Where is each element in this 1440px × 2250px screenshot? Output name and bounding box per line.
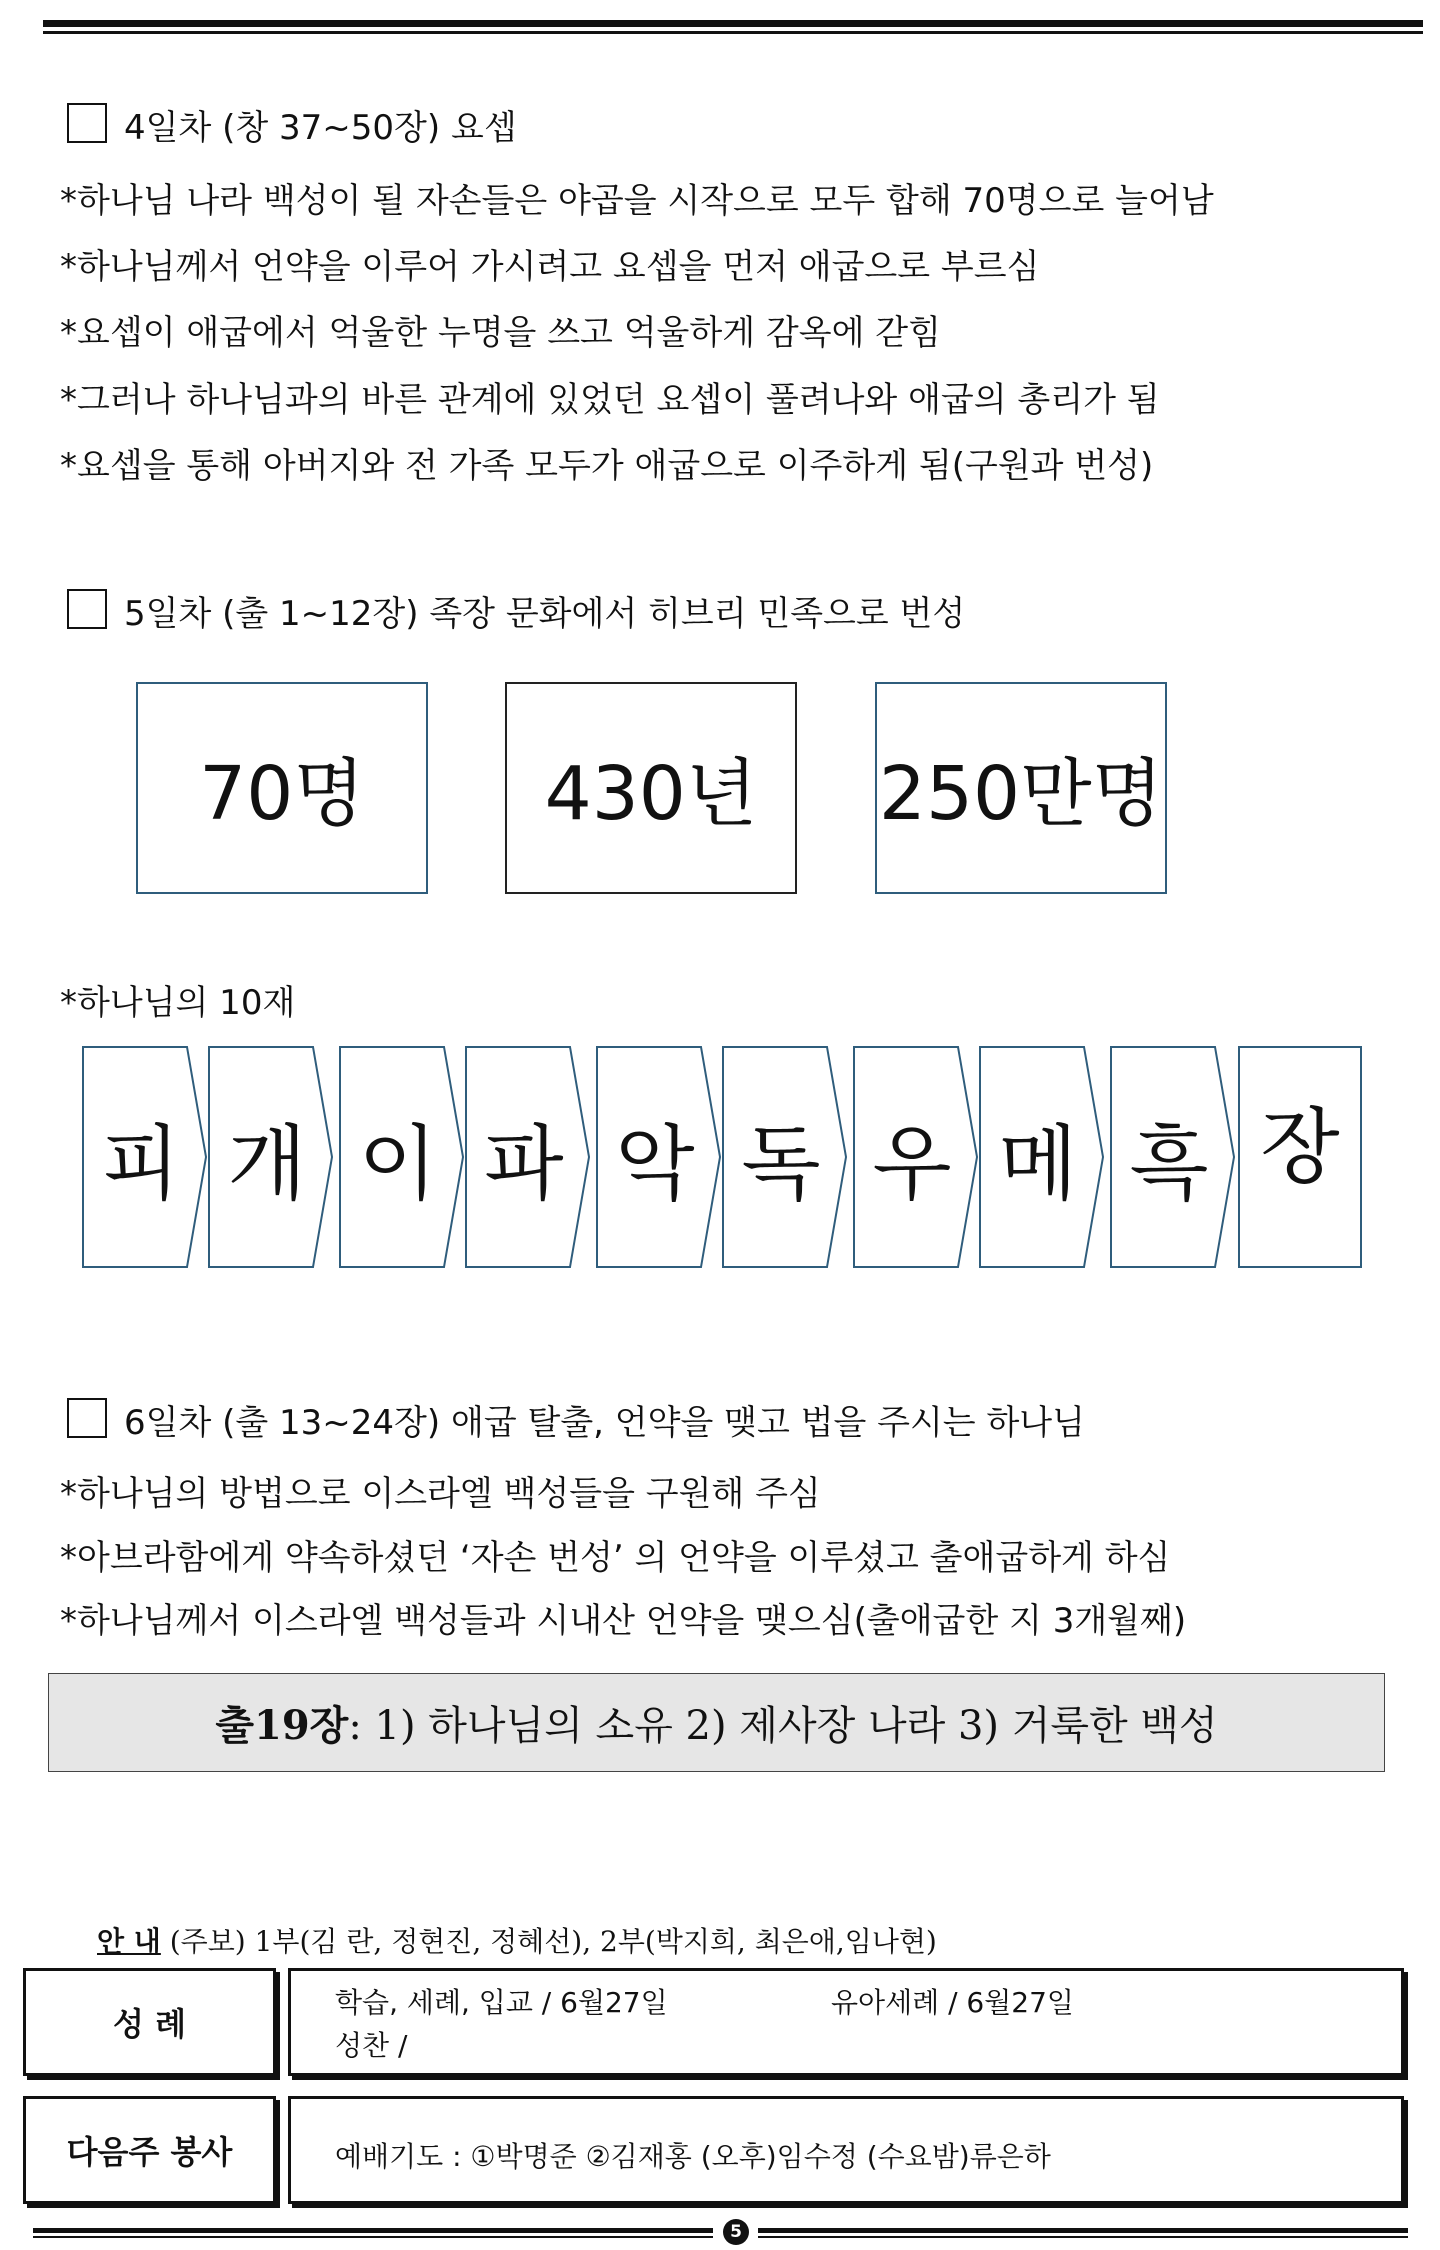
- exodus19-label: 출19장: [215, 1702, 349, 1749]
- bottom-rule-right-thin: [758, 2236, 1408, 2238]
- exodus19-summary-box: [48, 1673, 1385, 1772]
- day6-line-2: *아브라함에게 약속하셨던 ‘자손 번성’ 의 언약을 이루셨고 출애굽하게 하심: [60, 1538, 1171, 1578]
- plague-lice-label: 이: [358, 1116, 438, 1212]
- service-label: 다음주 봉사: [66, 2133, 233, 2171]
- day6-title: 6일차 (출 13~24장) 애굽 탈출, 언약을 맺고 법을 주시는 하나님: [124, 1403, 1085, 1443]
- plague-blood-label: 피: [101, 1116, 181, 1212]
- day6-line-1: *하나님의 방법으로 이스라엘 백성들을 구원해 주심: [60, 1474, 821, 1514]
- day4-line-4: *그러나 하나님과의 바른 관계에 있었던 요셉이 풀려나와 애굽의 총리가 됨: [60, 380, 1160, 420]
- notice-label: 안 내: [97, 1925, 161, 1958]
- day4-line-3: *요셉이 애굽에서 억울한 누명을 쓰고 억울하게 감옥에 갇힘: [60, 313, 941, 353]
- plague-darkness: [1110, 1046, 1236, 1268]
- service-label-cell: [23, 2096, 276, 2204]
- sacraments-label-cell: [23, 1968, 276, 2076]
- plague-boils-label: 독: [741, 1116, 821, 1212]
- count-box-70: 70명: [136, 682, 428, 894]
- bottom-rule-left: [33, 2228, 713, 2233]
- top-rule-thin: [43, 31, 1423, 34]
- service-content-cell: [288, 2096, 1404, 2204]
- service-text: 예배기도 : ①박명준 ②김재홍 (오후)임수정 (수요밤)류은하: [335, 2140, 1051, 2173]
- plague-firstborn-label: 장: [1260, 1100, 1340, 1195]
- day6-line-3: *하나님께서 이스라엘 백성들과 시내산 언약을 맺으심(출애굽한 지 3개월째): [60, 1601, 1187, 1641]
- plague-hail-label: 우: [872, 1116, 952, 1212]
- years-box-430: 430년: [505, 682, 797, 894]
- plague-livestock-label: 악: [615, 1116, 695, 1212]
- plague-blood: [82, 1046, 208, 1268]
- day4-line-1: *하나님 나라 백성이 될 자손들은 야곱을 시작으로 모두 합해 70명으로 늘어남: [60, 181, 1214, 221]
- exodus19-text: : 1) 하나님의 소유 2) 제사장 나라 3) 거룩한 백성: [348, 1703, 1218, 1749]
- plague-boils: [722, 1046, 848, 1268]
- plague-frogs: [208, 1046, 334, 1268]
- day6-checkbox[interactable]: [67, 1398, 107, 1438]
- plague-firstborn: [1238, 1046, 1362, 1268]
- day4-line-5: *요셉을 통해 아버지와 전 가족 모두가 애굽으로 이주하게 됨(구원과 번성): [60, 446, 1154, 486]
- plague-darkness-label: 흑: [1129, 1116, 1209, 1212]
- plague-locusts-label: 메: [998, 1116, 1078, 1212]
- population-box-250: 250만명: [875, 682, 1167, 894]
- sacraments-line-1a: 학습, 세례, 입교 / 6월27일: [335, 1986, 668, 2019]
- plague-flies-label: 파: [484, 1116, 564, 1212]
- plague-frogs-label: 개: [227, 1116, 307, 1212]
- notice-text: (주보) 1부(김 란, 정현진, 정혜선), 2부(박지희, 최은애,임나현): [160, 1925, 937, 1958]
- page-number: 5: [723, 2219, 749, 2245]
- sacraments-line-2: 성찬 /: [335, 2029, 408, 2062]
- bottom-rule-left-thin: [33, 2236, 713, 2238]
- sacraments-line-1b: 유아세례 / 6월27일: [831, 1986, 1074, 2019]
- day4-line-2: *하나님께서 언약을 이루어 가시려고 요셉을 먼저 애굽으로 부르심: [60, 247, 1040, 287]
- plague-hail: [853, 1046, 979, 1268]
- plague-locusts: [979, 1046, 1105, 1268]
- day4-checkbox[interactable]: [67, 103, 107, 143]
- top-rule: [43, 20, 1423, 27]
- plague-flies: [465, 1046, 591, 1268]
- sacraments-label: 성 례: [113, 2005, 186, 2043]
- plagues-label: *하나님의 10재: [60, 983, 296, 1023]
- day4-title: 4일차 (창 37~50장) 요셉: [124, 108, 517, 148]
- plague-livestock: [596, 1046, 722, 1268]
- sacraments-content-cell: [288, 1968, 1404, 2076]
- plague-lice: [339, 1046, 465, 1268]
- day5-title: 5일차 (출 1~12장) 족장 문화에서 히브리 민족으로 번성: [124, 594, 966, 634]
- bottom-rule-right: [758, 2228, 1408, 2233]
- day5-checkbox[interactable]: [67, 589, 107, 629]
- notice-line: [97, 1920, 937, 1960]
